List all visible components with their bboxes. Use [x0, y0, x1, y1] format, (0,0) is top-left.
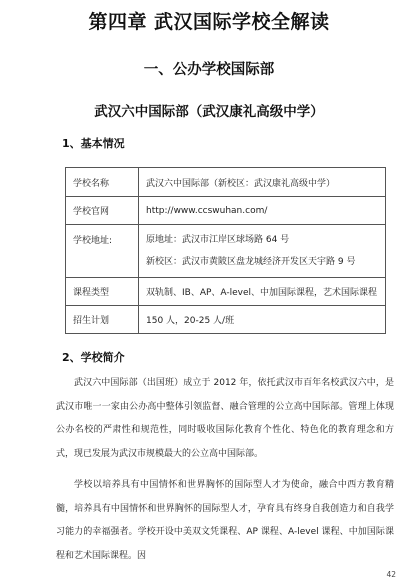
table-row: [66, 168, 386, 197]
table-row: [66, 278, 386, 306]
table-value: 武汉六中国际部（新校区：武汉康礼高级中学）: [139, 168, 386, 197]
chapter-title: 第四章 武汉国际学校全解读: [88, 11, 330, 33]
page-number: 42: [386, 570, 396, 579]
school-title: 武汉六中国际部（武汉康礼高级中学）: [94, 104, 324, 120]
table-label: 学校官网: [66, 197, 139, 225]
table-value: [139, 225, 386, 278]
basic-info-heading: 1、基本情况: [62, 137, 125, 150]
table-value: 150 人，20-25 人/班: [139, 306, 386, 334]
basic-info-table: [65, 167, 386, 334]
address-old: 原地址：武汉市江岸区球场路 64 号: [146, 234, 290, 245]
table-label: 招生计划: [66, 306, 139, 334]
table-row: [66, 225, 386, 278]
intro-text: [56, 372, 394, 568]
table-row: [66, 306, 386, 334]
table-value: 双轨制、IB、AP、A-level、中加国际课程，艺术国际课程: [139, 278, 386, 306]
address-new: 新校区：武汉市黄陂区盘龙城经济开发区天宇路 9 号: [146, 256, 356, 267]
paragraph: 学校以培养具有中国情怀和世界胸怀的国际型人才为使命，融合中西方教育精髓，培养具有中国情怀和世界胸怀的国际型人才，孕育具有终身自我创造力和自我学习能力的幸福强者。学校开设中美双文凭课程、AP 课程、A-level 课程、中加国际课程和艺术国际课程。因: [56, 480, 394, 561]
table-label: 学校名称: [66, 168, 139, 197]
table-label: 课程类型: [66, 278, 139, 306]
section-title: 一、公办学校国际部: [143, 62, 275, 78]
table-label: 学校地址:: [66, 225, 139, 278]
intro-heading: 2、学校简介: [62, 351, 125, 364]
table-row: [66, 197, 386, 225]
website-link[interactable]: http://www.ccswuhan.com/: [139, 197, 386, 225]
paragraph: 武汉六中国际部（出国班）成立于 2012 年，依托武汉市百年名校武汉六中，是武汉市唯一一家由公办高中整体引领监督、融合管理的公立高中国际部。管理上体现公办名校的严肃性和规范性，同时吸收国际化教育个性化、特色化的教育理念和方式，现已发展为武汉市规模最大的公立高中国际部。: [56, 378, 394, 459]
